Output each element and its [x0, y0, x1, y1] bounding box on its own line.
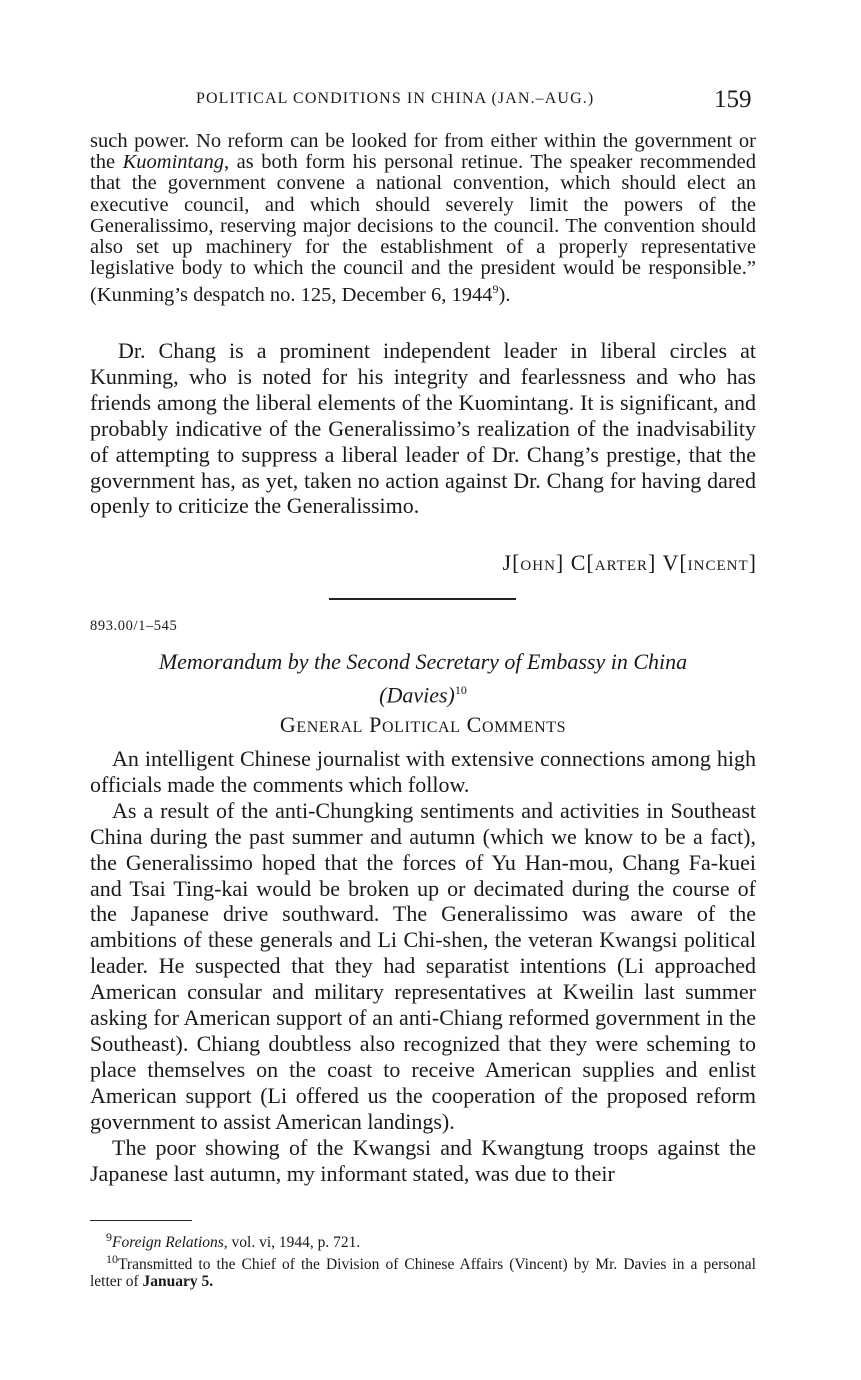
footnote-ref-10: 10 [454, 683, 467, 697]
quote-closing: ). [498, 284, 511, 307]
footnotes [90, 1229, 756, 1290]
footnote-rule [90, 1220, 192, 1221]
continued-quote [90, 131, 756, 306]
signature: J[OHN] C[ARTER] V[INCENT] [502, 550, 757, 575]
paragraph-chang: Dr. Chang is a prominent independent leader in liberal circles at Kunming, who is noted for his integrity and fearlessness and who has friends among the liberal elements of the Kuomintang. It is significant, and probably indicative of the Generalissimo’s realization of the inadvisability of attempting to suppress a liberal leader of Dr. Chang’s prestige, that the government has, as yet, taken no action against Dr. Chang for having dared openly to criticize the Generalissimo. [90, 338, 756, 519]
quote-italic-term: Kuomintang [122, 151, 224, 174]
file-number: 893.00/1–545 [90, 618, 178, 634]
page-header [0, 86, 861, 116]
document-title [90, 648, 756, 709]
memorandum-body [90, 746, 756, 1186]
continued-quote-text: such power. No reform can be looked for from either within the government or the Kuomintang, as both form his personal retinue. The speaker recommended that the government convene a national convention, which should elect an executive council, and which should severely limit the powers of the Generalissimo, reserving major decisions to the council. The convention should also set up machinery for the establishment of a properly representative legislative body to which the council and the president would be responsible.” (Kunming’s despatch no. 125, December 6, 1944 [90, 130, 756, 307]
memo-paragraph-2: As a result of the anti-Chungking sentiments and activities in Southeast China during the past summer and autumn (which we know to be a fact), the Generalissimo hoped that the forces of Yu Han-mou, Chang Fa-kuei and Tsai Ting-kai would be broken up or decimated during the course of the Japanese drive southward. The Generalissimo was aware of the ambitions of these generals and Li Chi-shen, the veteran Kwangsi political leader. He suspected that they had separatist intentions (Li approached American consular and military representatives at Kweilin last summer asking for American support of an anti-Chiang reformed government in the Southeast). Chiang doubtless also recognized that they were scheming to place themselves on the coast to receive American supplies and enlist American support (Li offered us the cooperation of the proposed reform government to assist American landings). [90, 797, 756, 1134]
memo-paragraph-1: An intelligent Chinese journalist with extensive connections among high officials made the comments which follow. [90, 746, 756, 797]
page-number: 159 [714, 86, 752, 113]
document-title-line-1: Memorandum by the Second Secretary of Embassy in China [158, 649, 688, 674]
footnote-ref-9: 9 [492, 282, 499, 297]
running-head: POLITICAL CONDITIONS IN CHINA (JAN.–AUG.) [196, 90, 595, 107]
section-divider [329, 598, 516, 600]
document-title-line-2: (Davies) [379, 682, 455, 708]
footnote-10: $^{10}$Transmitted to the Chief of the Division of Chinese Affairs (Vincent) by Mr. Davies in a personal letter of January 5. [90, 1252, 756, 1291]
footnote-9: $^9$Foreign Relations, vol. vi, 1944, p. 721. [106, 1230, 361, 1252]
memo-paragraph-3: The poor showing of the Kwangsi and Kwangtung troops against the Japanese last autumn, my informant stated, was due to their [90, 1134, 756, 1186]
section-heading: GENERAL POLITICAL COMMENTS [279, 712, 567, 737]
